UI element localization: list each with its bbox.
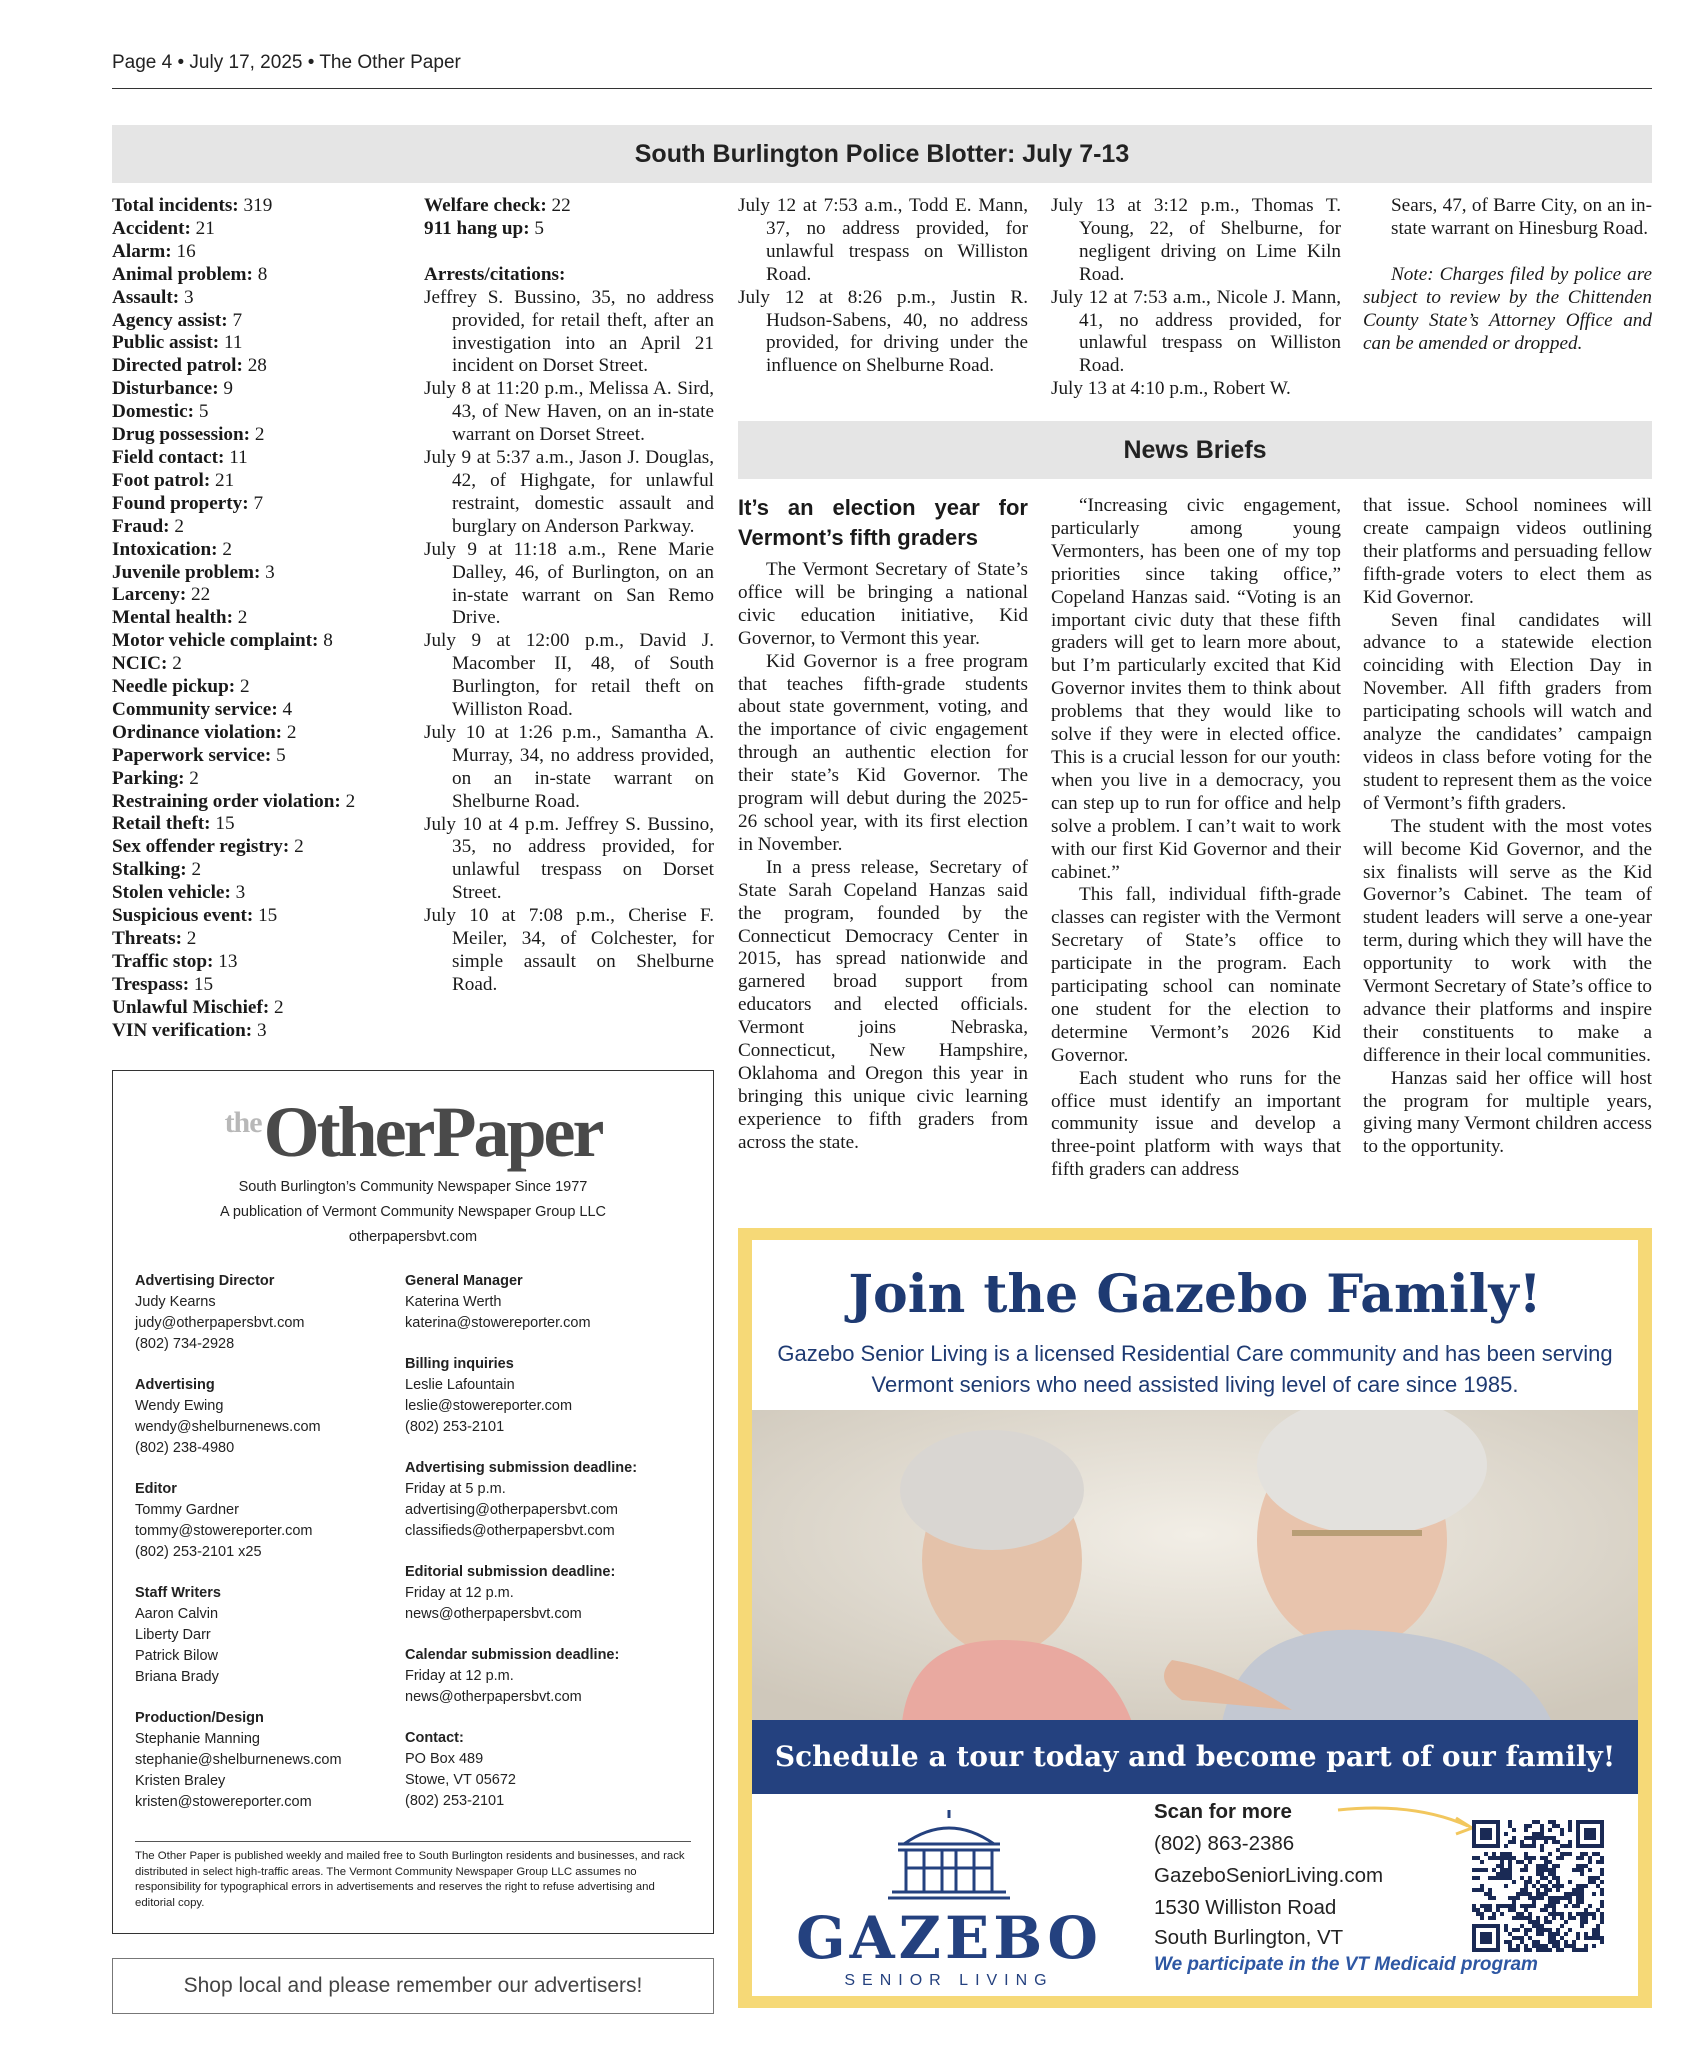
news-paragraph: The Vermont Secretary of State’s office will be bringing a national civic education initiative, Kid Governor, to Vermont this year. <box>738 559 1028 649</box>
stat-value: 2 <box>222 538 232 560</box>
staff-line: Friday at 12 p.m. <box>405 1668 514 1684</box>
stat-row <box>112 516 412 539</box>
staff-line: Wendy Ewing <box>135 1398 224 1414</box>
stat-value: 8 <box>323 630 333 652</box>
staff-line: leslie@stowereporter.com <box>405 1398 573 1414</box>
stat-row <box>112 722 412 745</box>
gazebo-ad <box>738 1228 1652 2008</box>
stat-value: 8 <box>257 263 268 285</box>
staff-block <box>135 1583 395 1688</box>
stat-label: Retail theft: <box>112 813 211 835</box>
stat-row <box>112 378 412 401</box>
stat-row <box>112 859 412 882</box>
news-paragraph: Hanzas said her office will host the program for multiple years, giving many Vermont children access to the opportunity. <box>1363 1067 1652 1158</box>
gazebo-logo-icon <box>884 1806 1014 1902</box>
seniors-photo-icon <box>752 1410 1638 1722</box>
stat-value: 2 <box>191 859 202 881</box>
stat-row <box>112 882 412 905</box>
blotter-entry-cont: Sears, 47, of Barre City, on an in-state warrant on Hinesburg Road. <box>1391 195 1652 239</box>
stat-row <box>112 905 412 928</box>
stat-label: Suspicious event: <box>112 905 254 927</box>
staff-line: news@otherpapersbvt.com <box>405 1689 582 1705</box>
stat-label: Unlawful Mischief: <box>112 996 270 1018</box>
staff-label: Contact: <box>405 1730 464 1746</box>
staff-right <box>405 1271 705 1832</box>
staff-label: Billing inquiries <box>405 1356 514 1372</box>
staff-line: (802) 238-4980 <box>135 1440 235 1456</box>
ad-address-city: South Burlington, VT <box>1154 1926 1344 1949</box>
stat-label: Animal problem: <box>112 263 253 285</box>
stat-row <box>112 264 412 287</box>
staff-block <box>135 1271 395 1355</box>
stat-label: Larceny: <box>112 584 187 606</box>
staff-line: judy@otherpapersbvt.com <box>135 1315 305 1331</box>
stat-label: Disturbance: <box>112 378 219 400</box>
stat-label: Motor vehicle complaint: <box>112 630 319 652</box>
staff-label: Calendar submission deadline: <box>405 1647 620 1663</box>
stat-label: Ordinance violation: <box>112 721 283 743</box>
paper-logo <box>113 1091 713 1174</box>
ad-phone: (802) 863-2386 <box>1154 1832 1295 1855</box>
stat-label: Domestic: <box>112 401 195 423</box>
staff-line: kristen@stowereporter.com <box>135 1794 312 1810</box>
news-paragraph: Seven final candidates will advance to a statewide election coinciding with Election Day in November. All fifth graders from participating schools will watch and analyze the candidates’ campaign videos in class before voting for the student to represent them as the voice of Vermont’s fifth graders. <box>1363 609 1652 814</box>
stat-row <box>112 493 412 516</box>
stat-label: Total incidents: <box>112 195 239 216</box>
stat-row <box>112 332 412 355</box>
staff-block <box>135 1375 395 1459</box>
gazebo-logo-subtitle: SENIOR LIVING <box>844 1972 1054 1989</box>
staff-line: Friday at 12 p.m. <box>405 1585 514 1601</box>
ad-title: Join the Gazebo Family! <box>848 1264 1542 1325</box>
logo-main: OtherPaper <box>263 1092 602 1172</box>
stat-row <box>112 584 412 607</box>
stat-value: 3 <box>235 882 246 904</box>
stat-label: Paperwork service: <box>112 744 272 766</box>
stat-value: 2 <box>345 790 356 812</box>
folio-rule <box>112 88 1652 89</box>
stat-row <box>112 768 412 791</box>
stat-value: 2 <box>189 767 199 789</box>
staff-line: Leslie Lafountain <box>405 1377 515 1393</box>
staff-label: Editorial submission deadline: <box>405 1564 616 1580</box>
blotter-entry: July 8 at 11:20 p.m., Melissa A. Sird, 43, of New Haven, on an in-state warrant on Dorset Street. <box>424 378 714 446</box>
staff-block <box>405 1728 705 1812</box>
staff-block <box>405 1562 705 1625</box>
stat-row <box>112 813 412 836</box>
news-paragraph: “Increasing civic engagement, particularly among young Vermonters, has been one of my top priorities since taking office,” Copeland Hanzas said. “Voting is an important civic duty that these fifth graders will get to learn more about, but I’m particularly excited that Kid Governor invites them to think about problems that they would like to solve if they were in elected office. This is a crucial lesson for our youth: when you live in a democracy, you can step up to run for office and help solve a problem. I can’t wait to work with our first Kid Governor and their cabinet.” <box>1051 495 1341 883</box>
staff-line: advertising@otherpapersbvt.com <box>405 1502 618 1518</box>
stat-label: Assault: <box>112 286 180 308</box>
stat-label: Needle pickup: <box>112 676 236 698</box>
stat-row <box>112 997 412 1020</box>
staff-line: tommy@stowereporter.com <box>135 1523 313 1539</box>
stat-row <box>112 562 412 585</box>
staff-block <box>405 1458 705 1542</box>
stat-label: Traffic stop: <box>112 950 214 972</box>
blotter-entry: July 12 at 8:26 p.m., Justin R. Hudson-Sabens, 40, no address provided, for driving under the influence on Shelburne Road. <box>738 286 1028 377</box>
stat-value: 2 <box>254 424 265 446</box>
stat-row <box>112 241 412 264</box>
stat-row <box>112 424 412 447</box>
stat-value: 9 <box>223 378 233 400</box>
news-paragraph: This fall, individual fifth-grade classes can register with the Vermont Secretary of State’s office to participate in the program. Each participating school can nominate one student for the election to determine Vermont’s 2026 Kid Governor. <box>1051 884 1341 1066</box>
blotter-col5 <box>1363 195 1652 355</box>
ad-medicaid-note: We participate in the VT Medicaid program <box>1154 1954 1538 1975</box>
stat-row <box>112 974 412 997</box>
staff-label: General Manager <box>405 1273 523 1289</box>
stat-row <box>112 401 412 424</box>
staff-line: katerina@stowereporter.com <box>405 1315 591 1331</box>
news-paragraph: In a press release, Secretary of State Sarah Copeland Hanzas said the program, founded by the Connecticut Democracy Center in 2015, has spread nationwide and garnered broad support from educators and elected officials. Vermont joins Nebraska, Connecticut, New Hampshire, Oklahoma and Oregon this year in bringing this unique civic learning experience to fifth graders from across the state. <box>738 856 1028 1153</box>
stat-value: 5 <box>534 217 544 239</box>
stat-row <box>112 287 412 310</box>
staff-label: Editor <box>135 1481 177 1497</box>
masthead-box <box>112 1070 714 1934</box>
stat-label: Directed patrol: <box>112 355 243 377</box>
logo-the: the <box>224 1106 262 1139</box>
stat-label: Alarm: <box>112 240 172 262</box>
masthead-website: otherpapersbvt.com <box>348 1229 478 1245</box>
stat-row <box>112 1020 412 1043</box>
stat-row <box>112 355 412 378</box>
ad-website: GazeboSeniorLiving.com <box>1154 1864 1384 1887</box>
page-folio: Page 4 • July 17, 2025 • The Other Paper <box>112 52 461 73</box>
staff-line: Liberty Darr <box>135 1627 211 1643</box>
stat-label: Fraud: <box>112 515 170 537</box>
news-paragraph: Kid Governor is a free program that teaches fifth-grade students about state government, voting, and the importance of civic engagement through an authentic election for their state’s Kid Governor. The program will debut during the 2025-26 school year, with its first election in November. <box>738 650 1028 855</box>
scan-label: Scan for more <box>1154 1800 1292 1823</box>
staff-line: wendy@shelburnenews.com <box>135 1419 321 1435</box>
stat-label: Public assist: <box>112 332 220 354</box>
staff-line: stephanie@shelburnenews.com <box>135 1752 342 1768</box>
blotter-col3 <box>738 195 1028 378</box>
arrests-heading: Arrests/citations: <box>424 263 566 285</box>
staff-line: (802) 253-2101 x25 <box>135 1544 262 1560</box>
stat-row <box>424 218 714 241</box>
stat-label: Juvenile problem: <box>112 561 261 583</box>
stat-row <box>112 836 412 859</box>
stat-row <box>112 539 412 562</box>
stat-label: Agency assist: <box>112 309 228 331</box>
stat-row <box>112 699 412 722</box>
blotter-entry: July 12 at 7:53 a.m., Todd E. Mann, 37, no address provided, for unlawful trespass on Williston Road. <box>738 195 1028 285</box>
news-col2 <box>1051 495 1341 1182</box>
staff-label: Advertising <box>135 1377 215 1393</box>
blotter-entry: Jeffrey S. Bussino, 35, no address provided, for retail theft, after an investigation into an April 21 incident on Dorset Street. <box>424 286 714 377</box>
staff-line: Aaron Calvin <box>135 1606 219 1622</box>
blotter-entry: July 9 at 5:37 a.m., Jason J. Douglas, 42, of Highgate, for unlawful restraint, domestic assault and burglary on Anderson Parkway. <box>424 447 714 537</box>
staff-line: Stephanie Manning <box>135 1731 260 1747</box>
stat-label: NCIC: <box>112 653 168 675</box>
stat-row <box>112 676 412 699</box>
stat-row <box>112 951 412 974</box>
staff-line: classifieds@otherpapersbvt.com <box>405 1523 615 1539</box>
staff-line: news@otherpapersbvt.com <box>405 1606 582 1622</box>
stat-row <box>112 218 412 241</box>
stat-value: 2 <box>174 515 184 537</box>
stat-value: 11 <box>229 446 248 468</box>
staff-label: Advertising Director <box>135 1273 275 1289</box>
stat-label: Found property: <box>112 492 249 514</box>
stat-row <box>112 653 412 676</box>
stat-value: 2 <box>237 607 248 629</box>
stat-value: 2 <box>172 653 182 675</box>
staff-line: Briana Brady <box>135 1669 219 1685</box>
ad-inner <box>752 1240 1638 1996</box>
stat-value: 21 <box>215 469 235 491</box>
stat-label: Drug possession: <box>112 424 251 446</box>
news-paragraph: The student with the most votes will become Kid Governor, and the six finalists will serve as the Kid Governor’s Cabinet. The team of student leaders will serve a one-year term, during which they will have the opportunity to work with the Vermont Secretary of State’s office to advance their platforms and inspire their constituents to make a difference in their local communities. <box>1363 815 1652 1066</box>
staff-label: Advertising submission deadline: <box>405 1460 638 1476</box>
stat-value: 22 <box>551 195 571 216</box>
news-heading-text: News Briefs <box>1123 436 1267 464</box>
stat-value: 4 <box>282 698 293 720</box>
stat-row <box>112 630 412 653</box>
blotter-entry: July 12 at 7:53 a.m., Nicole J. Mann, 41, no address provided, for unlawful trespass on Williston Road. <box>1051 286 1341 377</box>
staff-line: (802) 734-2928 <box>135 1336 235 1352</box>
stat-label: Field contact: <box>112 446 225 468</box>
stat-row <box>112 928 412 951</box>
blotter-entries-col2 <box>424 287 714 997</box>
stat-value: 2 <box>274 996 284 1018</box>
blotter-heading-text: South Burlington Police Blotter: July 7-13 <box>634 140 1130 168</box>
stat-value: 15 <box>215 813 235 835</box>
blotter-entry: July 10 at 4 p.m. Jeffrey S. Bussino, 35, no address provided, for unlawful trespass on Dorset Street. <box>424 813 714 904</box>
stat-value: 2 <box>239 676 250 698</box>
stat-value: 2 <box>294 836 304 858</box>
stat-value: 5 <box>198 401 209 423</box>
masthead-publisher: A publication of Vermont Community Newspaper Group LLC <box>219 1204 607 1220</box>
ad-photo <box>752 1410 1638 1722</box>
stat-value: 15 <box>258 905 278 927</box>
staff-label: Staff Writers <box>135 1585 221 1601</box>
stat-label: Accident: <box>112 217 191 239</box>
stat-label: Intoxication: <box>112 538 218 560</box>
blotter-entry: July 13 at 3:12 p.m., Thomas T. Young, 22, of Shelburne, for negligent driving on Lime Kiln Road. <box>1051 195 1341 285</box>
staff-block <box>405 1354 705 1438</box>
stat-value: 5 <box>276 744 286 766</box>
masthead-tagline: South Burlington’s Community Newspaper Since 1977 <box>238 1179 588 1195</box>
news-col1 <box>738 493 1028 1155</box>
gazebo-logo-word: GAZEBO <box>796 1904 1102 1972</box>
blotter-entry: July 10 at 1:26 p.m., Samantha A. Murray, 34, no address provided, on an in-state warrant on Shelburne Road. <box>424 721 714 812</box>
stat-label: 911 hang up: <box>424 217 530 239</box>
stat-label: Restraining order violation: <box>112 790 341 812</box>
staff-line: (802) 253-2101 <box>405 1419 505 1435</box>
stat-label: VIN verification: <box>112 1019 253 1041</box>
staff-line: Kristen Braley <box>135 1773 226 1789</box>
arrow-icon <box>1334 1800 1484 1840</box>
stat-row <box>112 195 412 218</box>
stat-value: 28 <box>247 355 267 377</box>
stat-value: 11 <box>223 332 243 354</box>
blotter-entry: July 9 at 12:00 p.m., David J. Macomber II, 48, of South Burlington, for retail theft on Williston Road. <box>424 630 714 721</box>
masthead-rule <box>135 1841 691 1842</box>
stat-row <box>112 470 412 493</box>
article-title: It’s an election year for Vermont’s fifth graders <box>738 495 1028 550</box>
staff-line: Patrick Bilow <box>135 1648 218 1664</box>
blotter-col2 <box>424 195 714 997</box>
stat-row <box>112 791 412 814</box>
ad-banner: Schedule a tour today and become part of our family! <box>752 1720 1638 1794</box>
stat-value: 21 <box>195 217 215 239</box>
stat-label: Trespass: <box>112 973 190 995</box>
blotter-entry: July 10 at 7:08 p.m., Cherise F. Meiler, 34, of Colchester, for simple assault on Shelburne Road. <box>424 905 714 995</box>
staff-block <box>135 1708 395 1813</box>
stat-value: 319 <box>243 195 273 216</box>
staff-line: Katerina Werth <box>405 1294 502 1310</box>
blotter-note: Note: Charges filed by police are subject to review by the Chittenden County State’s Attorney Office and can be amended or dropped. <box>1363 263 1652 354</box>
staff-line: Friday at 5 p.m. <box>405 1481 506 1497</box>
staff-block <box>135 1479 395 1563</box>
stat-label: Foot patrol: <box>112 469 211 491</box>
staff-left <box>135 1271 395 1833</box>
shop-local-banner: Shop local and please remember our advertisers! <box>112 1958 714 2014</box>
stat-value: 3 <box>183 286 194 308</box>
stat-label: Threats: <box>112 928 182 949</box>
stat-label: Parking: <box>112 767 185 789</box>
news-paragraph: that issue. School nominees will create campaign videos outlining their platforms and persuading fellow fifth-grade voters to elect them as Kid Governor. <box>1363 495 1652 608</box>
stat-value: 13 <box>218 950 238 972</box>
masthead-fine-print: The Other Paper is published weekly and mailed free to South Burlington residents and businesses, and rack distributed in select high-traffic areas. The Vermont Community Newspaper Group LLC assumes no responsibility for typographical errors in advertisements and reserves the right to refuse advertising and editorial copy. <box>135 1850 685 1909</box>
staff-block <box>405 1645 705 1708</box>
stat-label: Community service: <box>112 698 278 720</box>
ad-address-street: 1530 Williston Road <box>1154 1896 1337 1919</box>
blotter-entry: July 9 at 11:18 a.m., Rene Marie Dalley, 46, of Burlington, on an in-state warrant on San Remo Drive. <box>424 538 714 629</box>
stat-value: 2 <box>286 721 297 743</box>
news-heading <box>738 421 1652 479</box>
stat-value: 2 <box>186 928 197 949</box>
staff-line: Stowe, VT 05672 <box>405 1772 516 1788</box>
stat-value: 3 <box>256 1019 267 1041</box>
stat-value: 3 <box>265 561 275 583</box>
news-col3 <box>1363 495 1652 1159</box>
stat-row <box>424 195 714 218</box>
stat-label: Stalking: <box>112 859 187 881</box>
stat-value: 15 <box>193 973 214 995</box>
stat-value: 7 <box>253 492 264 514</box>
blotter-heading <box>112 125 1652 183</box>
ad-subtitle: Gazebo Senior Living is a licensed Residential Care community and has been serving Vermont seniors who need assisted living level of care since 1985. <box>777 1341 1613 1397</box>
blotter-stats-col2 <box>424 195 714 241</box>
stat-row <box>112 310 412 333</box>
staff-label: Production/Design <box>135 1710 264 1726</box>
news-paragraph: Each student who runs for the office must identify an important community issue and develop a three-point platform with ways that fifth graders can address <box>1051 1067 1341 1181</box>
stat-value: 22 <box>191 584 211 606</box>
stat-label: Welfare check: <box>424 195 547 216</box>
stat-value: 7 <box>232 309 243 331</box>
stat-label: Stolen vehicle: <box>112 882 231 904</box>
staff-block <box>405 1271 705 1334</box>
qr-code-icon <box>1472 1820 1604 1952</box>
stat-row <box>112 745 412 768</box>
stat-label: Mental health: <box>112 607 233 629</box>
stat-label: Sex offender registry: <box>112 836 290 858</box>
staff-line: (802) 253-2101 <box>405 1793 505 1809</box>
stat-row <box>112 607 412 630</box>
blotter-col4 <box>1051 195 1341 401</box>
stat-row <box>112 447 412 470</box>
staff-line: PO Box 489 <box>405 1751 484 1767</box>
stat-value: 16 <box>176 240 196 262</box>
staff-line: Judy Kearns <box>135 1294 216 1310</box>
blotter-stats-col1 <box>112 195 412 1043</box>
staff-line: Tommy Gardner <box>135 1502 239 1518</box>
blotter-entry: July 13 at 4:10 p.m., Robert W. <box>1051 378 1291 400</box>
